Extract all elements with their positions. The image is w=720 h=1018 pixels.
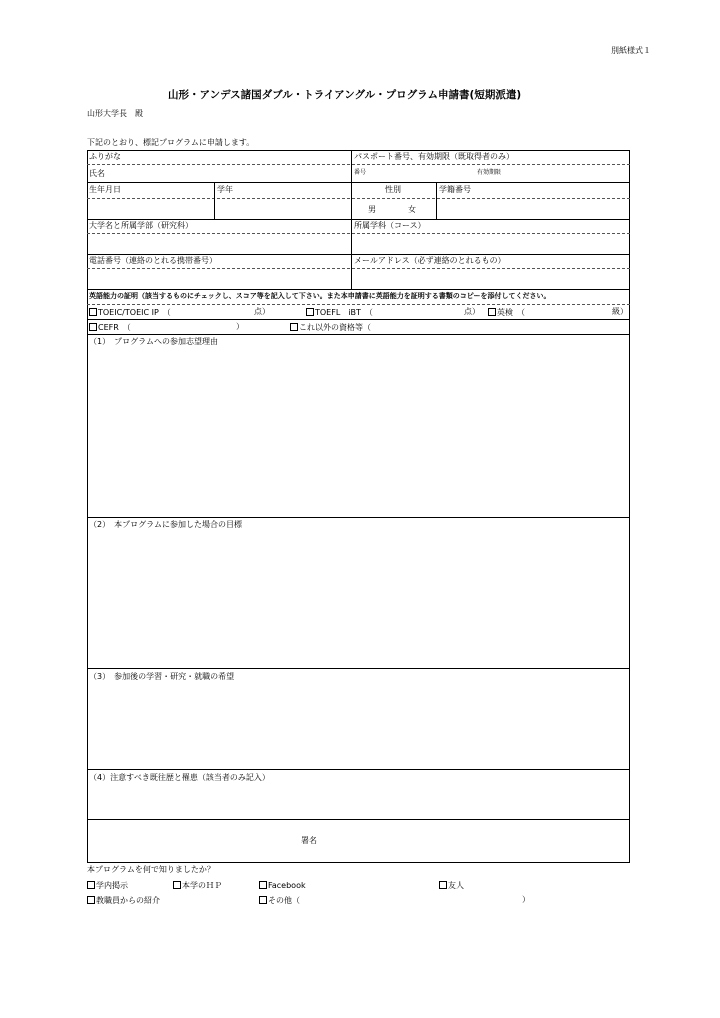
section-4-field[interactable] (88, 786, 628, 818)
birthdate-label: 生年月日 (89, 185, 121, 194)
toeic-option[interactable]: TOEIC/TOEIC IP （ (89, 308, 171, 317)
form-number: 別紙様式１ (611, 46, 651, 55)
friend-checkbox[interactable] (439, 881, 447, 889)
section-1-heading: （1） プログラムへの参加志望理由 (89, 337, 219, 346)
cefr-close: ） (236, 322, 244, 331)
other-qualification-option[interactable]: これ以外の資格等（ (290, 323, 371, 332)
sex-male[interactable]: 男 (368, 205, 376, 214)
section-2-heading: （2） 本プログラムに参加した場合の目標 (89, 520, 243, 529)
english-instruction: 英語能力の証明（該当するものにチェックし、スコア等を記入して下さい。また本申請書に英語能力を証明する書類のコピーを添付してください。 (89, 292, 551, 300)
email-label: メールアドレス（必ず連絡のとれるもの） (354, 256, 506, 265)
survey-option-homepage[interactable]: 本学のＨＰ (173, 881, 222, 890)
signature-label: 署名 (301, 836, 317, 845)
phone-label: 電話番号（連絡のとれる携帯番号） (89, 256, 217, 265)
name-label: 氏名 (89, 169, 105, 178)
toefl-option[interactable]: TOEFL iBT （ (306, 308, 373, 317)
signature-field[interactable] (330, 832, 620, 854)
eiken-option[interactable]: 英検 （ (488, 308, 525, 317)
eiken-unit: 級） (612, 307, 628, 316)
survey-option-faculty[interactable]: 教職員からの紹介 (87, 896, 160, 905)
section-4-heading: （4）注意すべき既往歴と罹患（該当者のみ記入） (89, 773, 270, 782)
furigana-label: ふりがな (89, 152, 121, 161)
section-1-field[interactable] (88, 350, 628, 516)
section-3-field[interactable] (88, 685, 628, 768)
toefl-checkbox[interactable] (306, 308, 314, 316)
sex-label: 性別 (385, 185, 401, 194)
other-checkbox[interactable] (259, 896, 267, 904)
toefl-unit: 点） (464, 307, 480, 316)
intro-text: 下記のとおり、標記プログラムに申請します。 (87, 138, 255, 147)
passport-number-label: 番号 (354, 169, 367, 176)
cefr-option[interactable]: CEFR （ (89, 323, 131, 332)
eiken-checkbox[interactable] (488, 308, 496, 316)
survey-option-other[interactable]: その他（ (259, 896, 300, 905)
section-3-heading: （3） 参加後の学習・研究・就職の希望 (89, 672, 235, 681)
sex-female[interactable]: 女 (408, 205, 416, 214)
toeic-unit: 点） (254, 307, 270, 316)
addressee: 山形大学長 殿 (87, 109, 143, 118)
survey-option-friend[interactable]: 友人 (439, 881, 464, 890)
university-label: 大学名と所属学部（研究科） (89, 221, 193, 230)
survey-question: 本プログラムを何で知りましたか？ (87, 865, 215, 874)
section-2-field[interactable] (88, 533, 628, 667)
facebook-checkbox[interactable] (259, 881, 267, 889)
survey-option-facebook[interactable]: Facebook (259, 881, 306, 890)
student-number-label: 学籍番号 (439, 185, 471, 194)
homepage-checkbox[interactable] (173, 881, 181, 889)
survey-other-close: ） (522, 895, 530, 904)
faculty-checkbox[interactable] (87, 896, 95, 904)
department-label: 所属学科（コース） (354, 221, 426, 230)
bulletin-checkbox[interactable] (87, 881, 95, 889)
passport-label: パスポート番号、有効期限（既取得者のみ） (354, 152, 514, 161)
survey-option-bulletin[interactable]: 学内掲示 (87, 881, 128, 890)
grade-label: 学年 (217, 185, 233, 194)
passport-expiry-label: 有効期限 (477, 169, 502, 176)
page-title: 山形・アンデス諸国ダブル・トライアングル・プログラム申請書(短期派遣) (168, 89, 522, 101)
cefr-checkbox[interactable] (89, 323, 97, 331)
other-qualification-checkbox[interactable] (290, 323, 298, 331)
toeic-checkbox[interactable] (89, 308, 97, 316)
